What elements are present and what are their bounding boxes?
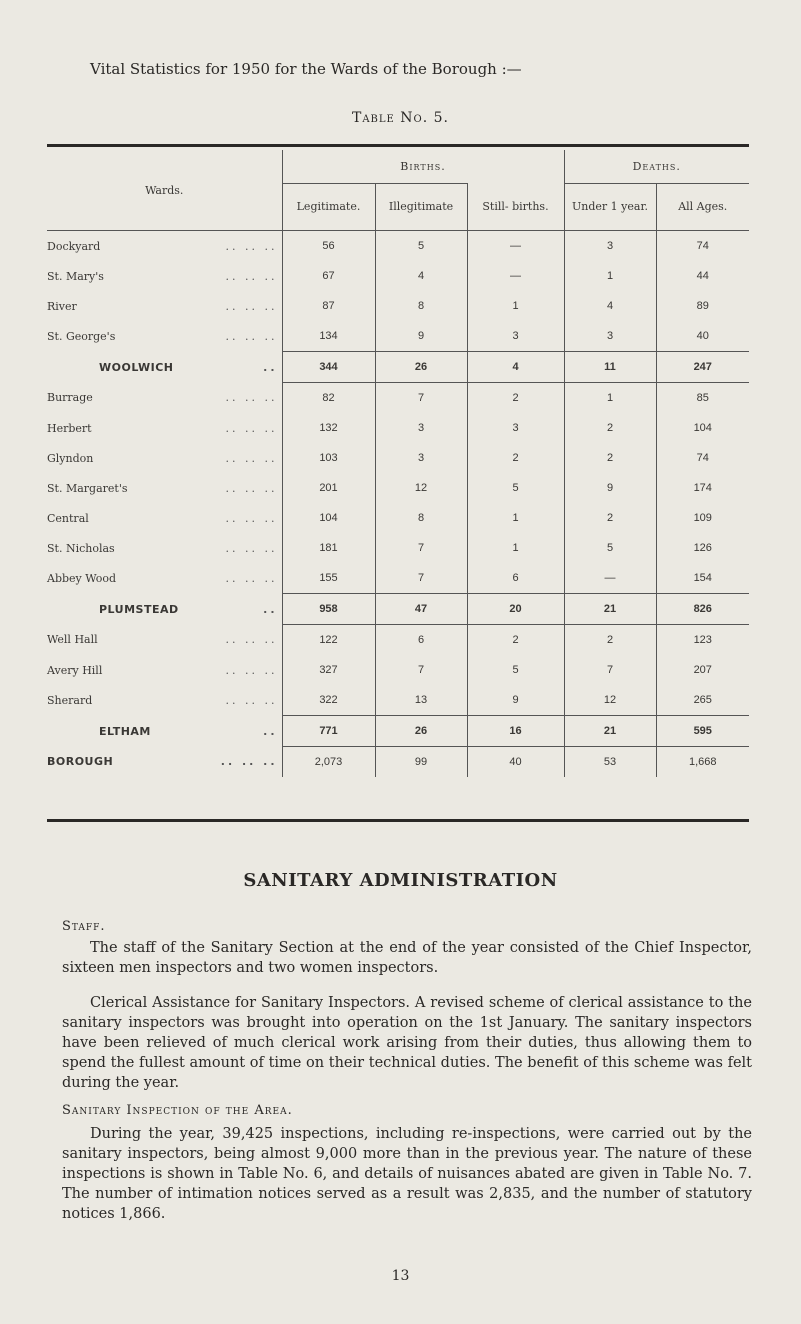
- illegitimate-cell: 47: [375, 594, 467, 625]
- header-still-births: Still- births.: [467, 184, 564, 231]
- table-row: [47, 685, 749, 716]
- table-title: Table No. 5.: [351, 110, 449, 126]
- ward-name: [47, 594, 282, 625]
- still-births-cell: 2: [467, 625, 564, 656]
- illegitimate-cell: 26: [375, 716, 467, 747]
- section-title: SANITARY ADMINISTRATION: [243, 870, 558, 891]
- illegitimate-cell: 8: [375, 291, 467, 321]
- legitimate-cell: 122: [282, 625, 375, 656]
- all-ages-cell: 40: [656, 321, 749, 352]
- ward-label: St. George's: [47, 329, 116, 343]
- legitimate-cell: 322: [282, 685, 375, 716]
- under-1-year-cell: 2: [564, 625, 656, 656]
- all-ages-cell: 74: [656, 443, 749, 473]
- leader-dots: .. .. ..: [225, 269, 278, 283]
- still-births-cell: 9: [467, 685, 564, 716]
- ward-name: [47, 473, 282, 503]
- ward-label: Central: [47, 511, 89, 525]
- legitimate-cell: 771: [282, 716, 375, 747]
- ward-name: [47, 443, 282, 473]
- under-1-year-cell: 12: [564, 685, 656, 716]
- ward-name: [47, 533, 282, 563]
- legitimate-cell: 201: [282, 473, 375, 503]
- illegitimate-cell: 7: [375, 655, 467, 685]
- header-births: Births.: [282, 150, 564, 184]
- under-1-year-cell: 1: [564, 383, 656, 414]
- ward-label: PLUMSTEAD: [99, 602, 179, 616]
- legitimate-cell: 104: [282, 503, 375, 533]
- illegitimate-cell: 3: [375, 413, 467, 443]
- ward-name: [47, 383, 282, 414]
- all-ages-cell: 123: [656, 625, 749, 656]
- under-1-year-cell: 3: [564, 231, 656, 262]
- all-ages-cell: 826: [656, 594, 749, 625]
- table-total-row: [47, 352, 749, 383]
- illegitimate-cell: 13: [375, 685, 467, 716]
- leader-dots: .. .. ..: [225, 693, 278, 707]
- still-births-cell: 2: [467, 383, 564, 414]
- still-births-cell: 2: [467, 443, 564, 473]
- leader-dots: ..: [263, 602, 278, 616]
- header-wards: Wards.: [47, 150, 282, 231]
- leader-dots: ..: [263, 360, 278, 374]
- ward-label: St. Margaret's: [47, 481, 128, 495]
- under-1-year-cell: 3: [564, 321, 656, 352]
- ward-name: [47, 563, 282, 594]
- ward-name: [47, 413, 282, 443]
- still-births-cell: 1: [467, 503, 564, 533]
- illegitimate-cell: 6: [375, 625, 467, 656]
- ward-label: River: [47, 299, 77, 313]
- clerical-paragraph: Clerical Assistance for Sanitary Inspectors. A revised scheme of clerical assistance to the sanitary inspectors was brought into operation on the 1st January. The sanitary inspectors have been relieved of much clerical work arising from their duties, thus allowing them to spend the fullest amount of time on their technical duties. The benefit of this scheme was felt during the year.: [62, 995, 752, 1091]
- still-births-cell: 1: [467, 533, 564, 563]
- ward-name: [47, 716, 282, 747]
- table-row: [47, 291, 749, 321]
- under-1-year-cell: 53: [564, 747, 656, 778]
- legitimate-cell: 132: [282, 413, 375, 443]
- under-1-year-cell: 1: [564, 261, 656, 291]
- still-births-cell: 3: [467, 321, 564, 352]
- inspection-heading: Sanitary Inspection of the Area.: [62, 1103, 293, 1118]
- leader-dots: .. .. ..: [225, 511, 278, 525]
- table-row: [47, 413, 749, 443]
- under-1-year-cell: —: [564, 563, 656, 594]
- under-1-year-cell: 9: [564, 473, 656, 503]
- table-bottom-rule: [47, 819, 749, 822]
- still-births-cell: 20: [467, 594, 564, 625]
- table-row: [47, 503, 749, 533]
- ward-name: [47, 321, 282, 352]
- ward-label: St. Nicholas: [47, 541, 115, 555]
- leader-dots: ..: [263, 724, 278, 738]
- under-1-year-cell: 4: [564, 291, 656, 321]
- ward-name: [47, 291, 282, 321]
- ward-label: Glyndon: [47, 451, 94, 465]
- still-births-cell: 16: [467, 716, 564, 747]
- leader-dots: .. .. ..: [225, 633, 278, 647]
- under-1-year-cell: 21: [564, 594, 656, 625]
- under-1-year-cell: 2: [564, 443, 656, 473]
- all-ages-cell: 44: [656, 261, 749, 291]
- header-all-ages: All Ages.: [656, 184, 749, 231]
- all-ages-cell: 1,668: [656, 747, 749, 778]
- table-row: [47, 563, 749, 594]
- all-ages-cell: 104: [656, 413, 749, 443]
- ward-label: St. Mary's: [47, 269, 104, 283]
- under-1-year-cell: 2: [564, 413, 656, 443]
- ward-name: [47, 747, 282, 778]
- legitimate-cell: 56: [282, 231, 375, 262]
- leader-dots: .. .. ..: [225, 663, 278, 677]
- vital-statistics-table: [47, 150, 749, 777]
- under-1-year-cell: 11: [564, 352, 656, 383]
- all-ages-cell: 89: [656, 291, 749, 321]
- ward-name: [47, 231, 282, 262]
- header-legitimate: Legitimate.: [282, 184, 375, 231]
- leader-dots: .. .. ..: [225, 329, 278, 343]
- leader-dots: .. .. ..: [225, 299, 278, 313]
- ward-label: Abbey Wood: [47, 571, 117, 585]
- all-ages-cell: 109: [656, 503, 749, 533]
- leader-dots: .. .. ..: [225, 571, 278, 585]
- ward-name: [47, 261, 282, 291]
- still-births-cell: 1: [467, 291, 564, 321]
- illegitimate-cell: 7: [375, 533, 467, 563]
- table-row: [47, 533, 749, 563]
- illegitimate-cell: 26: [375, 352, 467, 383]
- ward-label: Burrage: [47, 391, 93, 405]
- under-1-year-cell: 21: [564, 716, 656, 747]
- table-row: [47, 321, 749, 352]
- table-row: [47, 625, 749, 656]
- all-ages-cell: 265: [656, 685, 749, 716]
- leader-dots: .. .. ..: [220, 755, 278, 769]
- legitimate-cell: 67: [282, 261, 375, 291]
- legitimate-cell: 2,073: [282, 747, 375, 778]
- illegitimate-cell: 7: [375, 563, 467, 594]
- legitimate-cell: 344: [282, 352, 375, 383]
- table-total-row: [47, 747, 749, 778]
- legitimate-cell: 82: [282, 383, 375, 414]
- ward-label: ELTHAM: [99, 724, 151, 738]
- header-under-1-year: Under 1 year.: [564, 184, 656, 231]
- illegitimate-cell: 3: [375, 443, 467, 473]
- table-top-rule: [47, 144, 749, 147]
- staff-paragraph: The staff of the Sanitary Section at the end of the year consisted of the Chief Inspector, sixteen men inspectors and two women inspectors.: [62, 940, 752, 976]
- still-births-cell: 3: [467, 413, 564, 443]
- legitimate-cell: 103: [282, 443, 375, 473]
- still-births-cell: 5: [467, 473, 564, 503]
- ward-name: [47, 503, 282, 533]
- illegitimate-cell: 7: [375, 383, 467, 414]
- leader-dots: .. .. ..: [225, 451, 278, 465]
- illegitimate-cell: 99: [375, 747, 467, 778]
- ward-label: Herbert: [47, 421, 92, 435]
- table-row: [47, 473, 749, 503]
- header-illegitimate: Illegitimate: [375, 184, 467, 231]
- leader-dots: .. .. ..: [225, 421, 278, 435]
- all-ages-cell: 207: [656, 655, 749, 685]
- all-ages-cell: 595: [656, 716, 749, 747]
- still-births-cell: 40: [467, 747, 564, 778]
- ward-label: Sherard: [47, 693, 93, 707]
- legitimate-cell: 87: [282, 291, 375, 321]
- table-total-row: [47, 594, 749, 625]
- ward-label: Avery Hill: [47, 663, 103, 677]
- still-births-cell: 4: [467, 352, 564, 383]
- ward-name: [47, 655, 282, 685]
- table-row: [47, 655, 749, 685]
- all-ages-cell: 85: [656, 383, 749, 414]
- table-row: [47, 261, 749, 291]
- table-row: [47, 231, 749, 262]
- ward-name: [47, 685, 282, 716]
- intro-text: Vital Statistics for 1950 for the Wards of the Borough :—: [90, 60, 522, 78]
- illegitimate-cell: 5: [375, 231, 467, 262]
- legitimate-cell: 181: [282, 533, 375, 563]
- all-ages-cell: 154: [656, 563, 749, 594]
- illegitimate-cell: 12: [375, 473, 467, 503]
- leader-dots: .. .. ..: [225, 391, 278, 405]
- still-births-cell: —: [467, 231, 564, 262]
- ward-name: [47, 352, 282, 383]
- ward-label: Well Hall: [47, 633, 98, 647]
- staff-heading: Staff.: [62, 919, 106, 934]
- table-total-row: [47, 716, 749, 747]
- all-ages-cell: 126: [656, 533, 749, 563]
- all-ages-cell: 247: [656, 352, 749, 383]
- legitimate-cell: 155: [282, 563, 375, 594]
- page-number: 13: [391, 1268, 410, 1284]
- legitimate-cell: 327: [282, 655, 375, 685]
- under-1-year-cell: 2: [564, 503, 656, 533]
- under-1-year-cell: 5: [564, 533, 656, 563]
- still-births-cell: 5: [467, 655, 564, 685]
- leader-dots: .. .. ..: [225, 239, 278, 253]
- still-births-cell: 6: [467, 563, 564, 594]
- inspection-paragraph: During the year, 39,425 inspections, including re-inspections, were carried out by the sanitary inspectors, being almost 9,000 more than in the previous year. The nature of these inspections is shown in Table No. 6, and details of nuisances abated are given in Table No. 7. The number of intimation notices served as a result was 2,835, and the number of statutory notices 1,866.: [62, 1126, 752, 1222]
- all-ages-cell: 74: [656, 231, 749, 262]
- illegitimate-cell: 9: [375, 321, 467, 352]
- header-deaths: Deaths.: [564, 150, 749, 184]
- ward-name: [47, 625, 282, 656]
- illegitimate-cell: 8: [375, 503, 467, 533]
- ward-label: BOROUGH: [47, 755, 114, 769]
- ward-label: Dockyard: [47, 239, 101, 253]
- ward-label: WOOLWICH: [99, 360, 174, 374]
- illegitimate-cell: 4: [375, 261, 467, 291]
- leader-dots: .. .. ..: [225, 541, 278, 555]
- still-births-cell: —: [467, 261, 564, 291]
- under-1-year-cell: 7: [564, 655, 656, 685]
- all-ages-cell: 174: [656, 473, 749, 503]
- table-row: [47, 443, 749, 473]
- leader-dots: .. .. ..: [225, 481, 278, 495]
- table-row: [47, 383, 749, 414]
- legitimate-cell: 958: [282, 594, 375, 625]
- legitimate-cell: 134: [282, 321, 375, 352]
